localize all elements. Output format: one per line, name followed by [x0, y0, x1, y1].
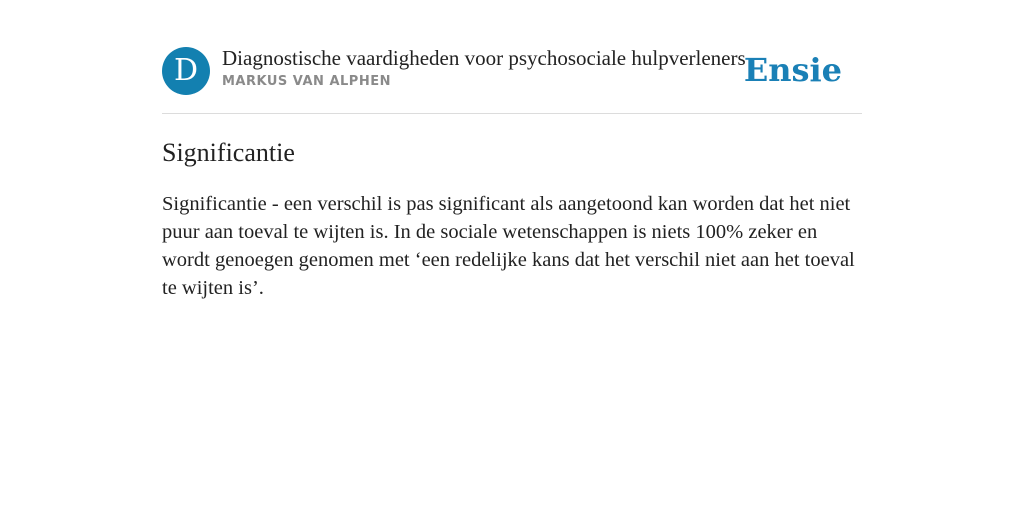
entry-definition: Significantie - een verschil is pas significant als aangetoond kan worden dat het niet puur aan toeval te wijten is. In de sociale wetenschappen is niets 100% zeker en wordt genoegen genomen met ‘een redelijke kans dat het verschil niet aan het toeval te wijten is’.	[162, 193, 855, 299]
entry-term: Significantie	[162, 138, 295, 167]
page-container	[162, 0, 862, 299]
header	[162, 0, 862, 114]
book-title[interactable]: Diagnostische vaardigheden voor psychosociale hulpverleners	[222, 46, 746, 70]
ensie-logo[interactable]: Ensie	[743, 51, 842, 89]
book-avatar: D	[162, 47, 210, 95]
author-name[interactable]: MARKUS VAN ALPHEN	[222, 74, 391, 89]
